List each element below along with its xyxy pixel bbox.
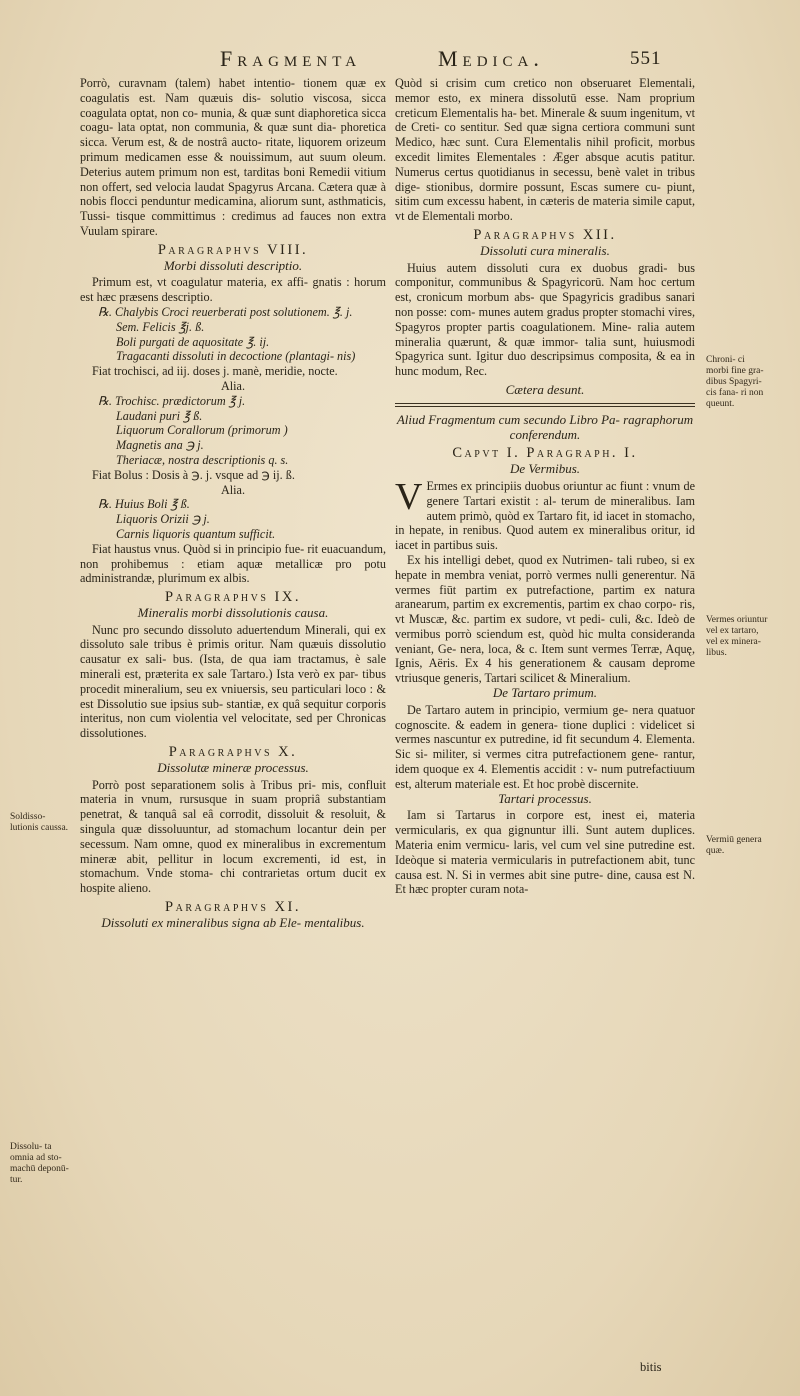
alia-label: Alia. <box>220 378 246 393</box>
recipe-line: Carnis liquoris quantum sufficit. <box>116 526 276 541</box>
recipe-line: ℞. Huius Boli ℥ ß. <box>98 497 190 512</box>
recipe-line: ℞. Trochisc. prædictorum ℥ j. <box>98 393 246 408</box>
section-subheading: Dissoluti cura mineralis. <box>480 242 610 258</box>
section-heading-ix: Paragraphvs IX. <box>165 589 301 606</box>
section-subheading: De Vermibus. <box>509 461 581 477</box>
fragment-title: Aliud Fragmentum cum secundo Libro Pa- ragraphorum conferendum. <box>396 411 694 442</box>
divider <box>395 406 695 407</box>
recipe-line: Theriacæ, nostra descriptionis q. s. <box>116 452 289 467</box>
running-head-right: Medica. <box>438 46 544 71</box>
section-heading-xi: Paragraphvs XI. <box>165 899 301 916</box>
margin-note-right: Chroni- ci morbi fine gra- dibus Spagyri- cis fana- ri non queunt. <box>706 355 764 409</box>
paragraph: De Tartaro autem in principio, vermium ge- nera quatuor cognoscite. & eadem in genera- tione duplici : videlicet si vermes nascuntur ex putredine, id fit secundum 4. Elementa. Sic si- militer, si vermes citra putrefactionem gene- rantur, idem quoque ex 4. Elementis accidit : v- num putrefactiuum est, alterum materiale est. Et hoc probè discernite. <box>395 702 695 791</box>
paragraph: Fiat trochisci, ad iij. doses j. manè, meridie, nocte. <box>92 364 338 379</box>
recipe-line: Sem. Felicis ℥j. ß. <box>116 319 205 334</box>
paragraph: Fiat haustus vnus. Quòd si in principio fue- rit euacuandum, non prohibemus : etiam aquæ metallicæ pro potu administrandæ, plurimum ex albis. <box>80 541 386 586</box>
paragraph: Ex his intelligi debet, quod ex Nutrimen- tali rubeo, si ex hepate in membra veniat, porrò vermes nulli generentur. Nā vermes fiūt partim ex putrefactione, partim ex natura aranearum, partim ex excrementis, partim ex chao corpo- ris, vt Muscæ, &c. partim ex sudore, vt pedi- culi, &c. Ideò de vermibus porrò sciendum est, quòd hic multa consideranda veniant, Ge- nera, loca, & c. Item sunt vermes Terræ, Aquę, Ignis, Aëris. Ex 4 his generationem & causam deprome vtriusque generis, Tartari scilicet & Mineralium. <box>395 552 695 686</box>
left-column <box>80 76 386 933</box>
paragraph: Porrò post separationem solis à Tribus pri- mis, confluit materia in vnum, rursusque in suam propriâ substantiam penetrat, & tanquâ sal eâ corrodit, dissoluit & resoluit, & singula quæ dissoluuntur, ad stomachum locantur dein per secessum. Nam omne, quod ex mineralibus in excrementum mineræ abit, pellitur in locum excrementi, id est, in stomachum. Vnde stoma- chi contrarietas ortum ducit ex hospite alieno. <box>80 777 386 896</box>
paragraph: Iam si Tartarus in corpore est, inest ei, materia vermicularis, ex qua gignuntur illi. Sunt autem duplices. Materia enim vermicu- laris, vel cum vel sine putredine est. Ideòque si materia vermicularis in putrefactionem abit, tunc causa est. N. Si in vermes abit sine putre- dine, causa est N. Et hæc propter curam nota- <box>395 808 695 897</box>
paragraph-text: Ermes ex principiis duobus oriuntur ac fiunt : vnum de genere Tartari existit : al- terum de mineralibus. Iam autem primò, quòd ex Tartaro fit, id iacet in stomacho, in hepate, in renibus. Quod autem ex mineralibus oritur, id iacet in partibus suis. <box>395 478 695 553</box>
paragraph-with-dropcap <box>395 475 695 553</box>
section-subheading: Tartari processus. <box>498 790 592 806</box>
cetera-desunt: Cætera desunt. <box>505 381 585 397</box>
catchword: bitis <box>640 1360 662 1374</box>
section-subheading: Dissolutæ mineræ processus. <box>157 759 309 775</box>
section-heading-xii: Paragraphvs XII. <box>473 226 617 243</box>
margin-note-left: Soldisso- lutionis caussa. <box>10 812 69 833</box>
section-heading-x: Paragraphvs X. <box>168 744 298 761</box>
section-heading-viii: Paragraphvs VIII. <box>157 241 309 258</box>
right-column <box>395 76 695 897</box>
section-subheading: Morbi dissoluti descriptio. <box>163 257 303 273</box>
margin-note-right: Vermiū genera quæ. <box>706 835 762 856</box>
paragraph: Quòd si crisim cum cretico non obseruaret Elementali, memor esto, ex minera dissolutū esse. Nam proprium creticum Elementalis ha- bet. Minerale & suum ingenitum, vt de Creti- co sentitur. Sed quæ signa certiora communi sunt Medico, hæc sunt. Cura Elementalis nihil proficit, morbus excedit limites Elementales : Æger absque acutis patitur. Numerus certus quotidianus in secessu, benè valet in tribus dige- stionibus, dormire possunt, Escas sumere cu- piunt, sitim cum excessu habent, in cæteris de materia simile caput, vt de Elementali morbo. <box>395 76 695 224</box>
page-number: 551 <box>630 48 662 69</box>
section-subheading: De Tartaro primum. <box>492 685 598 701</box>
paragraph: Huius autem dissoluti cura ex duobus gradi- bus componitur, communibus & Spagyricorū. Nam hoc certum est, cronicum morbum abs- que Spagyricis gradibus sanari non posse: com- munes autem gradus propter stomachi vires, Spagyros propter partis coagulationem. Mine- ralia autem mineralia quærunt, & quæ immor- talia sunt, huiusmodi Spagyrica sunt. Igitur duo descripsimus composita, & ea in hunc modum, Rec. <box>395 260 695 379</box>
paragraph: Porrò, curavnam (talem) habet intentio- tionem quæ ex coagulatis est. Nam quæuis dis- solutio viscosa, sicca coagulata optat, non co- munia, & quæ sunt diaphoretica sicca coagu- lata optat, non communia, & quæ sunt dia- phoretica sicca. Verum est, & de nostrâ aucto- ritate, liquorem orizeum primum medicamen esse & nouissimum, aut suum oleum. Deterius autem primum non est, tarditas boni Remedii vitium non offert, sed velocia laudat Spagyrus Arcana. Cætera quæ à nobis flocci penduntur medicamina, aliorum sunt, asthmaticis, Tussi- tisque committimus : credimus ad fauces non extra Vuulam spirare. <box>80 76 386 238</box>
section-subheading: Mineralis morbi dissolutionis causa. <box>137 604 329 620</box>
recipe-line: Tragacanti dissoluti in decoctione (plantagi- nis) <box>116 349 356 364</box>
recipe-line: Boli purgati de aquositate ℥. ij. <box>116 334 270 349</box>
alia-label: Alia. <box>220 482 246 497</box>
chapter-heading: Capvt I. Paragraph. I. <box>452 445 638 462</box>
recipe-line: Liquoris Orizii ℈ j. <box>116 512 210 527</box>
margin-note-left: Dissolu- ta omnia ad sto- machū deponū- tur. <box>10 1142 69 1185</box>
section-subheading: Dissoluti ex mineralibus signa ab Ele- mentalibus. <box>101 914 365 930</box>
recipe-line: ℞. Chalybis Croci reuerberati post solutionem. ℥. j. <box>98 304 353 319</box>
drop-cap: V <box>395 475 423 518</box>
recipe-line: Laudani puri ℥ ß. <box>116 408 203 423</box>
paragraph: Fiat Bolus : Dosis à ℈. j. vsque ad ℈ ij. ß. <box>92 467 295 482</box>
margin-note-right: Vermes oriuntur vel ex tartaro, vel ex minera- libus. <box>706 615 768 658</box>
paragraph: Nunc pro secundo dissoluto aduertendum Minerali, qui ex dissoluto sale tribus è primis oritur. Nam quæuis dissolutio causatur ex sali- bus. (Ista, de qua iam tractamus, è sale minerali est, præterita ex sale Tartaro.) Ista verò ex par- tibus procedit mineralium, seu ex vniuersis, seu particulari loco : & est Dissolutio sue ipsius sub- stantiæ, ex quâ sequitur corporis interitus, non cum violentia vel velocitate, sed per Chronicas dissolutiones. <box>80 622 386 741</box>
running-head-left: Fragmenta <box>220 46 362 71</box>
divider <box>395 403 695 404</box>
paragraph: Primum est, vt coagulatur materia, ex affi- gnatis : horum est hæc præsens descriptio. <box>80 275 386 305</box>
recipe-line: Magnetis ana ℈ j. <box>116 438 204 453</box>
recipe-line: Liquorum Corallorum (primorum ) <box>116 423 288 438</box>
